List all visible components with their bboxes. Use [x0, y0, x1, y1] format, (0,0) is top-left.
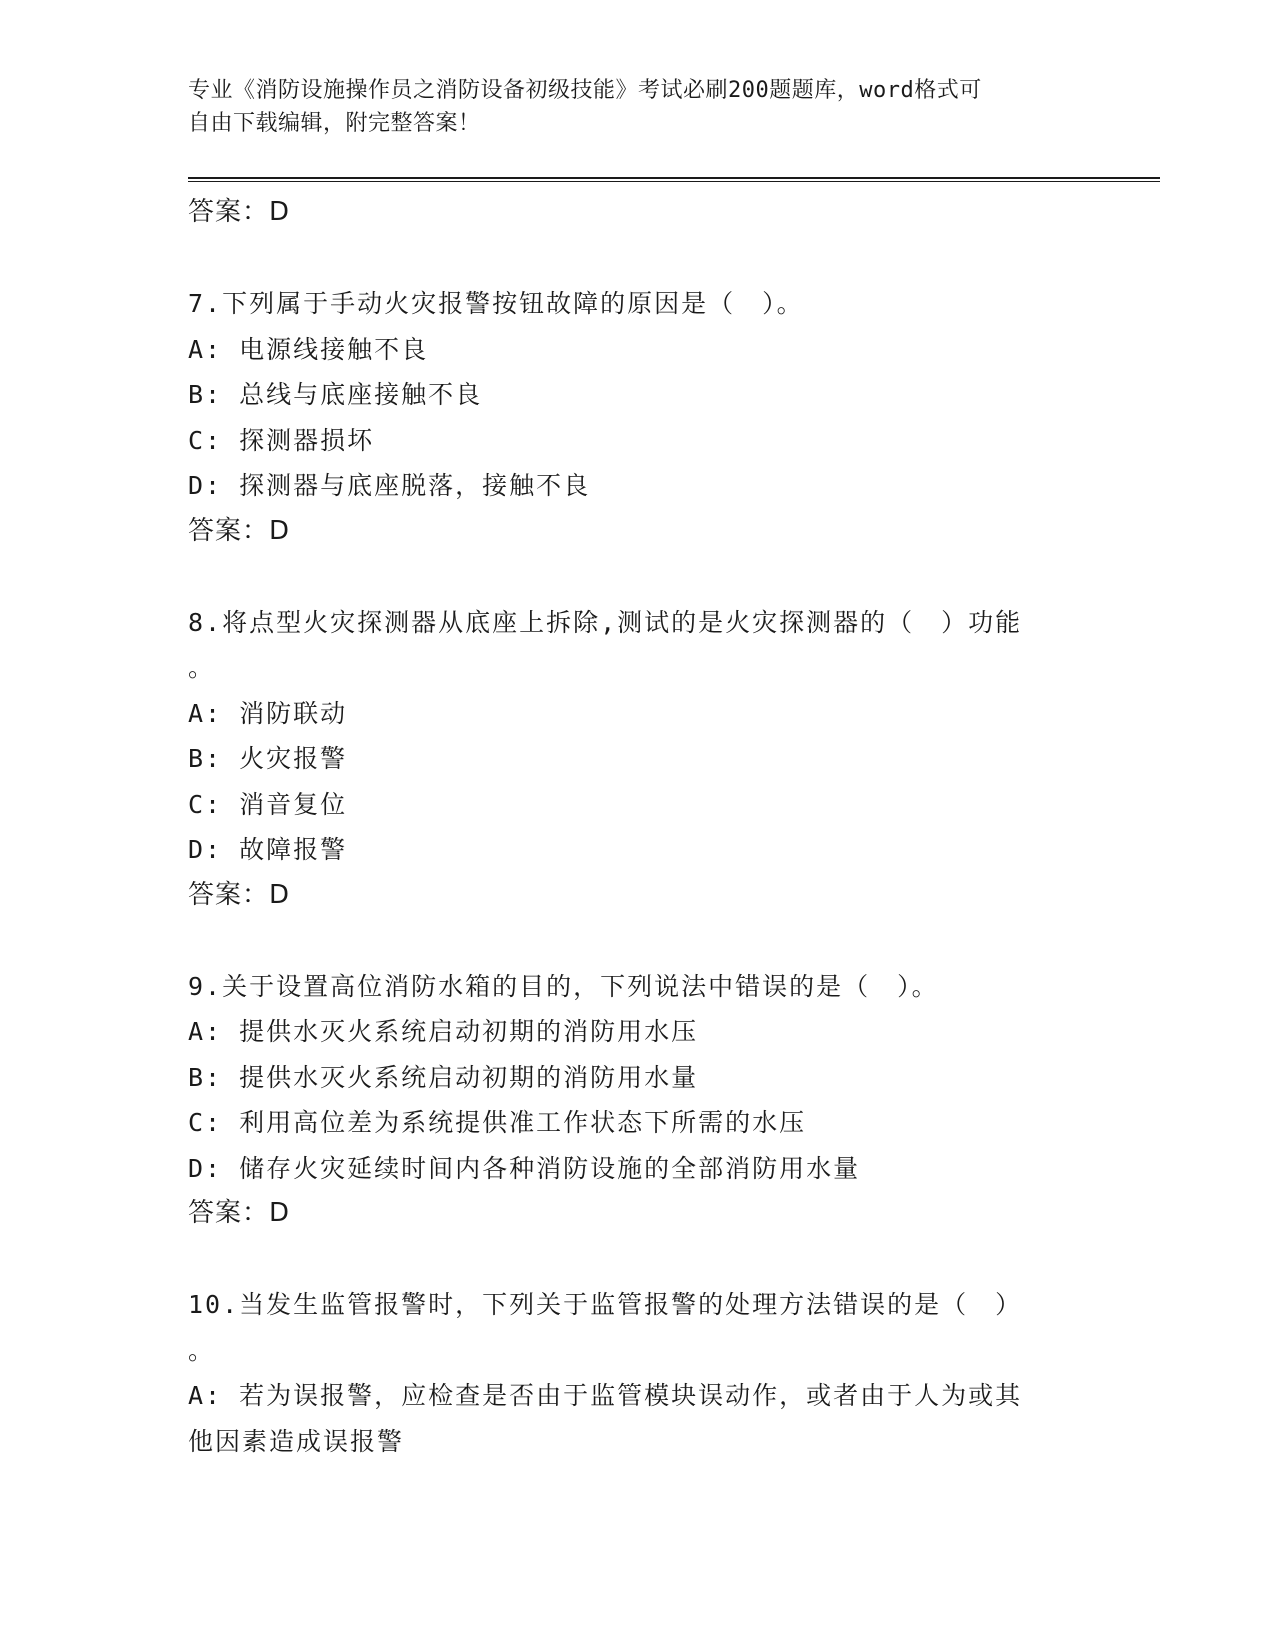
answer-line: 答案：D — [188, 197, 291, 227]
answer-line: 答案：D — [188, 515, 291, 546]
question-stem-continuation: 。 — [188, 653, 216, 682]
option-c: C: 消音复位 — [188, 789, 348, 819]
question-list — [188, 190, 1088, 1464]
option-d: D: 故障报警 — [188, 835, 348, 864]
option-a: A: 消防联动 — [188, 698, 348, 728]
option-c: C: 利用高位差为系统提供准工作状态下所需的水压 — [188, 1108, 807, 1137]
header-line-2: 自由下载编辑，附完整答案！ — [188, 111, 481, 136]
option-a: A: 电源线接触不良 — [188, 334, 429, 364]
question-stem: 7.下列属于手动火灾报警按钮故障的原因是（ ）。 — [188, 289, 804, 318]
option-b: B: 总线与底座接触不良 — [188, 380, 483, 409]
spacer — [188, 1237, 1088, 1283]
question-stem-continuation: 。 — [188, 1335, 216, 1365]
spacer — [188, 236, 1088, 282]
option-d: D: 储存火灾延续时间内各种消防设施的全部消防用水量 — [188, 1153, 861, 1183]
answer-line: 答案：D — [188, 879, 291, 910]
option-b: B: 火灾报警 — [188, 744, 348, 773]
option-a-continuation: 他因素造成误报警 — [188, 1426, 405, 1456]
option-a: A: 提供水灭火系统启动初期的消防用水压 — [188, 1017, 699, 1046]
spacer — [188, 554, 1088, 600]
option-a: A: 若为误报警，应检查是否由于监管模块误动作，或者由于人为或其 — [188, 1381, 1023, 1410]
question-stem: 8.将点型火灾探测器从底座上拆除,测试的是火灾探测器的（ ）功能 — [188, 607, 1023, 637]
option-c: C: 探测器损坏 — [188, 425, 375, 455]
header-divider — [188, 177, 1160, 182]
answer-line: 答案：D — [188, 1198, 291, 1228]
question-stem: 10.当发生监管报警时，下列关于监管报警的处理方法错误的是（ ） — [188, 1290, 1023, 1319]
option-b: B: 提供水灭火系统启动初期的消防用水量 — [188, 1062, 699, 1092]
option-d: D: 探测器与底座脱落，接触不良 — [188, 471, 591, 500]
spacer — [188, 918, 1088, 964]
question-stem: 9.关于设置高位消防水箱的目的，下列说法中错误的是（ ）。 — [188, 971, 939, 1001]
document-header — [188, 74, 1068, 140]
header-line-1: 专业《消防设施操作员之消防设备初级技能》考试必刷200题题库，word格式可 — [188, 78, 982, 103]
